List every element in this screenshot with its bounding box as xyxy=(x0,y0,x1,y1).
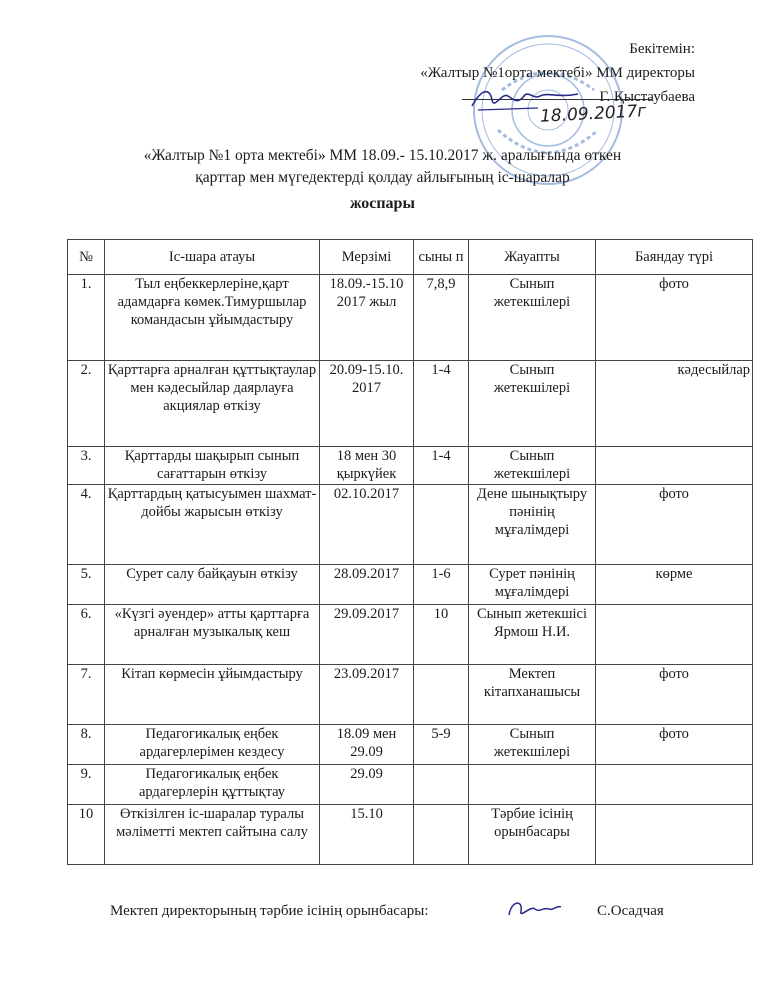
table-row xyxy=(68,447,753,485)
table-row xyxy=(68,361,753,447)
row-responsible xyxy=(469,765,596,805)
approval-director-name: Г. Қыстаубаева xyxy=(599,89,695,105)
row-responsible: Сынып жетекшілері xyxy=(469,275,596,361)
row-date: 23.09.2017 xyxy=(320,665,414,725)
row-date: 02.10.2017 xyxy=(320,485,414,565)
row-date: 18.09.-15.10 2017 жыл xyxy=(320,275,414,361)
row-date: 29.09 xyxy=(320,765,414,805)
events-plan-table xyxy=(67,239,753,865)
row-report-type: фото xyxy=(596,665,753,725)
row-responsible: Тәрбие ісінің орынбасары xyxy=(469,805,596,865)
row-date: 20.09-15.10. 2017 xyxy=(320,361,414,447)
approval-org: «Жалтыр №1орта мектебі» ММ директоры xyxy=(420,65,695,81)
header-class: сыны п xyxy=(414,240,469,275)
footer-role: Мектеп директорының тәрбие ісінің орынбасары: xyxy=(110,903,429,919)
row-number: 7. xyxy=(68,665,105,725)
row-class: 5-9 xyxy=(414,725,469,765)
row-event-name: Сурет салу байқауын өткізу xyxy=(105,565,320,605)
approval-block xyxy=(420,37,695,109)
row-number: 10 xyxy=(68,805,105,865)
row-responsible: Дене шынықтыру пәнінің мұғалімдері xyxy=(469,485,596,565)
row-report-type: фото xyxy=(596,725,753,765)
row-number: 4. xyxy=(68,485,105,565)
row-date: 28.09.2017 xyxy=(320,565,414,605)
row-responsible: Сынып жетекшілері xyxy=(469,447,596,485)
row-event-name: Педагогикалық еңбек ардагерлерімен кездесу xyxy=(105,725,320,765)
deputy-signature-icon xyxy=(503,895,563,923)
row-event-name: Тыл еңбеккерлеріне,қарт адамдарға көмек.Тимуршылар командасын ұйымдастыру xyxy=(105,275,320,361)
row-class: 10 xyxy=(414,605,469,665)
title-line-1: «Жалтыр №1 орта мектебі» ММ 18.09.- 15.10.2017 ж. аралығында өткен xyxy=(143,147,622,164)
table-row xyxy=(68,725,753,765)
table-row xyxy=(68,275,753,361)
row-class xyxy=(414,805,469,865)
row-number: 6. xyxy=(68,605,105,665)
row-responsible: Сурет пәнінің мұғалімдері xyxy=(469,565,596,605)
row-report-type: көрме xyxy=(596,565,753,605)
document-title xyxy=(0,145,765,215)
row-class: 1-4 xyxy=(414,447,469,485)
row-event-name: Қарттардың қатысуымен шахмат-дойбы жарысын өткізу xyxy=(105,485,320,565)
row-report-type xyxy=(596,447,753,485)
table-row xyxy=(68,805,753,865)
row-class xyxy=(414,485,469,565)
row-responsible: Мектеп кітапханашысы xyxy=(469,665,596,725)
row-event-name: Педагогикалық еңбек ардагерлерін құттықтау xyxy=(105,765,320,805)
row-report-type xyxy=(596,605,753,665)
header-number: № xyxy=(68,240,105,275)
row-report-type: фото xyxy=(596,485,753,565)
row-class xyxy=(414,665,469,725)
table-row xyxy=(68,665,753,725)
row-responsible: Сынып жетекшісі Ярмош Н.И. xyxy=(469,605,596,665)
table-row xyxy=(68,765,753,805)
approval-handwritten-date: 18.09.2017г xyxy=(539,101,647,127)
row-report-type xyxy=(596,805,753,865)
table-row xyxy=(68,565,753,605)
title-line-2: қарттар мен мүгедектерді қолдау айлығының іс-шаралар xyxy=(195,169,570,186)
footer-name: С.Осадчая xyxy=(597,903,664,919)
row-report-type xyxy=(596,765,753,805)
row-number: 2. xyxy=(68,361,105,447)
row-event-name: Өткізілген іс-шаралар туралы мәліметті мектеп сайтына салу xyxy=(105,805,320,865)
table-row xyxy=(68,485,753,565)
row-date: 18.09 мен 29.09 xyxy=(320,725,414,765)
row-class: 1-6 xyxy=(414,565,469,605)
approval-heading: Бекітемін: xyxy=(629,41,695,57)
row-class: 1-4 xyxy=(414,361,469,447)
row-report-type: кәдесыйлар xyxy=(596,361,753,447)
row-event-name: Кітап көрмесін ұйымдастыру xyxy=(105,665,320,725)
row-date: 29.09.2017 xyxy=(320,605,414,665)
row-date: 18 мен 30 қыркүйек xyxy=(320,447,414,485)
row-class xyxy=(414,765,469,805)
header-responsible: Жауапты xyxy=(469,240,596,275)
row-responsible: Сынып жетекшілері xyxy=(469,725,596,765)
header-date: Мерзімі xyxy=(320,240,414,275)
row-number: 1. xyxy=(68,275,105,361)
header-event-name: Іс-шара атауы xyxy=(105,240,320,275)
row-number: 8. xyxy=(68,725,105,765)
row-report-type: фото xyxy=(596,275,753,361)
row-event-name: Қарттарға арналған құттықтаулар мен кәдесыйлар даярлауға акциялар өткізу xyxy=(105,361,320,447)
header-report-type: Баяндау түрі xyxy=(596,240,753,275)
table-header-row xyxy=(68,240,753,275)
row-number: 5. xyxy=(68,565,105,605)
row-number: 9. xyxy=(68,765,105,805)
row-class: 7,8,9 xyxy=(414,275,469,361)
row-event-name: Қарттарды шақырып сынып сағаттарын өткізу xyxy=(105,447,320,485)
row-number: 3. xyxy=(68,447,105,485)
row-event-name: «Күзгі әуендер» атты қарттарға арналған музыкалық кеш xyxy=(105,605,320,665)
row-date: 15.10 xyxy=(320,805,414,865)
row-responsible: Сынып жетекшілері xyxy=(469,361,596,447)
table-row xyxy=(68,605,753,665)
title-line-3: жоспары xyxy=(350,195,415,212)
